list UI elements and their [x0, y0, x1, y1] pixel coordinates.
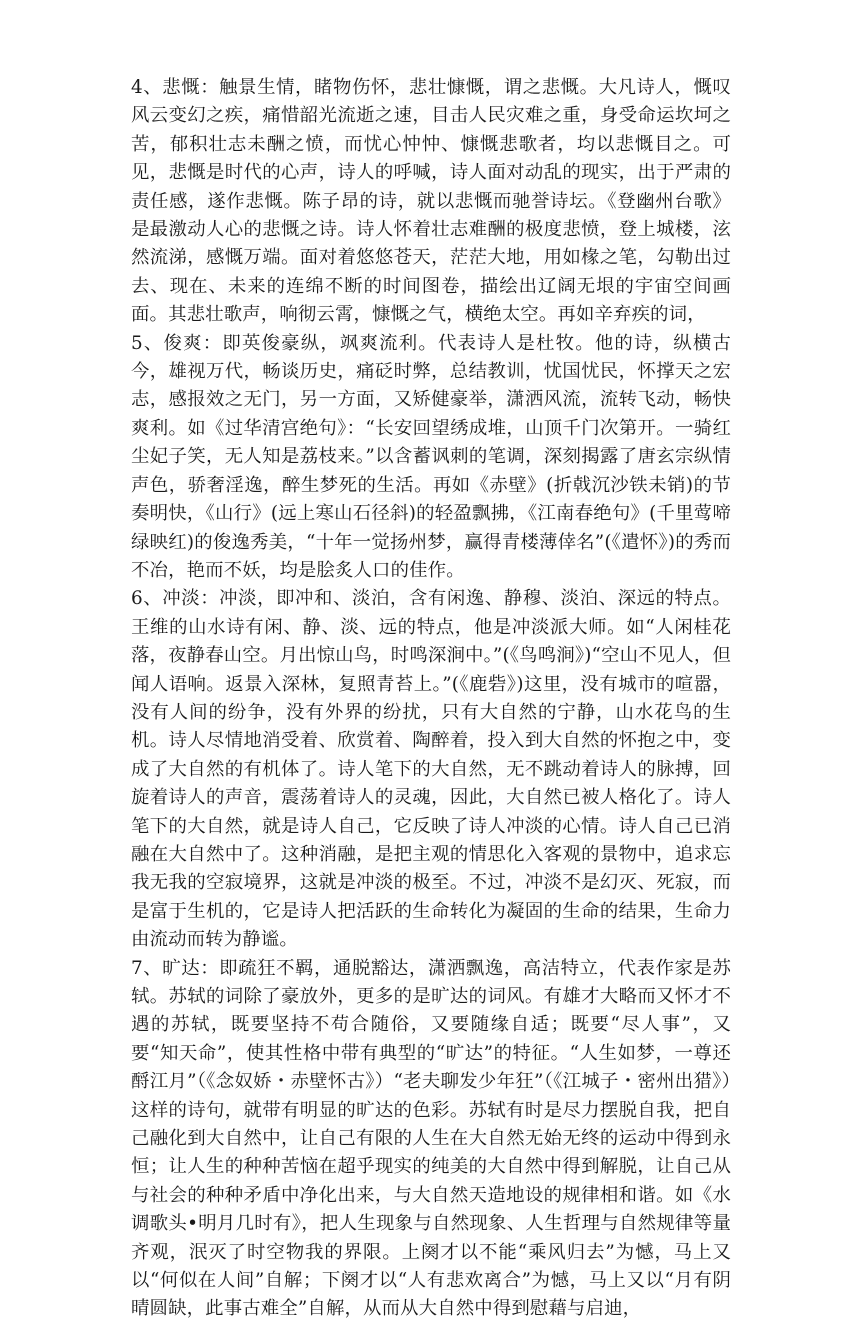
paragraph-beikai: 4、悲慨：触景生情，睹物伤怀，悲壮慷慨，谓之悲慨。大凡诗人，慨叹风云变幻之疾，痛惜韶光流逝之速，目击人民灾难之重，身受命运坎坷之苦，郁积壮志未酬之愤，而忧心忡忡、慷慨悲歌者，均以悲慨目之。可见，悲慨是时代的心声，诗人的呼喊，诗人面对动乱的现实，出于严肃的责任感，遂作悲慨。陈子昂的诗，就以悲慨而驰誉诗坛。《登幽州台歌》是最激动人心的悲慨之诗。诗人怀着壮志难酬的极度悲愤，登上城楼，泫然流涕，感慨万端。面对着悠悠苍天，茫茫大地，用如椽之笔，勾勒出过去、现在、未来的连绵不断的时间图卷，描绘出辽阔无垠的宇宙空间画面。其悲壮歌声，响彻云霄，慷慨之气，横绝太空。再如辛弃疾的词，	[131, 77, 731, 326]
paragraph-kuangda: 7、旷达：即疏狂不羁，通脱豁达，潇洒飘逸，高洁特立，代表作家是苏轼。苏轼的词除了豪放外，更多的是旷达的词风。有雄才大略而又怀才不遇的苏轼，既要坚持不苟合随俗，又要随缘自适；既要“尽人事”，又要“知天命”，使其性格中带有典型的“旷达”的特征。“人生如梦，一尊还酹江月”（《念奴娇・赤壁怀古》）“老夫聊发少年狂”（《江城子・密州出猎》）这样的诗句，就带有明显的旷达的色彩。苏轼有时是尽力摆脱自我，把自己融化到大自然中，让自己有限的人生在大自然无始无终的运动中得到永恒；让人生的种种苦恼在超乎现实的纯美的大自然中得到解脱，让自己从与社会的种种矛盾中净化出来，与大自然天造地设的规律相和谐。如《水调歌头•明月几时有》，把人生现象与自然现象、人生哲理与自然规律等量齐观，泯灭了时空物我的界限。上阕才以不能“乘风归去”为憾，马上又以“何似在人间”自解；下阕才以“人有悲欢离合”为憾，马上又以“月有阴晴圆缺，此事古难全”自解，从而从大自然中得到慰藉与启迪，	[131, 957, 731, 1320]
paragraph-junshuang: 5、俊爽：即英俊豪纵，飒爽流利。代表诗人是杜牧。他的诗，纵横古今，雄视万代，畅谈历史，痛砭时弊，总结教训，忧国忧民，怀撑天之宏志，感报效之无门，另一方面，又矫健豪举，潇洒风流，流转飞动，畅快爽利。如《过华清宫绝句》：“长安回望绣成堆，山顶千门次第开。一骑红尘妃子笑，无人知是荔枝来。”以含蓄讽刺的笔调，深刻揭露了唐玄宗纵情声色，骄奢淫逸，醉生梦死的生活。再如《赤壁》(折戟沉沙铁未销)的节奏明快，《山行》(远上寒山石径斜)的轻盈飘拂，《江南春绝句》(千里莺啼绿映红)的俊逸秀美，“十年一觉扬州梦，赢得青楼薄倖名”(《遣怀》)的秀而不冶，艳而不妖，均是脍炙人口的佳作。	[131, 332, 731, 581]
paragraph-chongdan: 6、冲淡：冲淡，即冲和、淡泊，含有闲逸、静穆、淡泊、深远的特点。王维的山水诗有闲、静、淡、远的特点，他是冲淡派大师。如“人闲桂花落，夜静春山空。月出惊山鸟，时鸣深涧中。”(《鸟鸣涧》)“空山不见人，但闻人语响。返景入深林，复照青苔上。”(《鹿砦》)这里，没有城市的喧嚣，没有人间的纷争，没有外界的纷扰，只有大自然的宁静，山水花鸟的生机。诗人尽情地消受着、欣赏着、陶醉着，投入到大自然的怀抱之中，变成了大自然的有机体了。诗人笔下的大自然，无不跳动着诗人的脉搏，回旋着诗人的声音，震荡着诗人的灵魂，因此，大自然已被人格化了。诗人笔下的大自然，就是诗人自己，它反映了诗人冲淡的心情。诗人自己已消融在大自然中了。这种消融，是把主观的情思化入客观的景物中，追求忘我无我的空寂境界，这就是冲淡的极至。不过，冲淡不是幻灭、死寂，而是富于生机的，它是诗人把活跃的生命转化为凝固的生命的结果，生命力由流动而转为静谧。	[131, 588, 731, 951]
document-page	[131, 74, 731, 1324]
